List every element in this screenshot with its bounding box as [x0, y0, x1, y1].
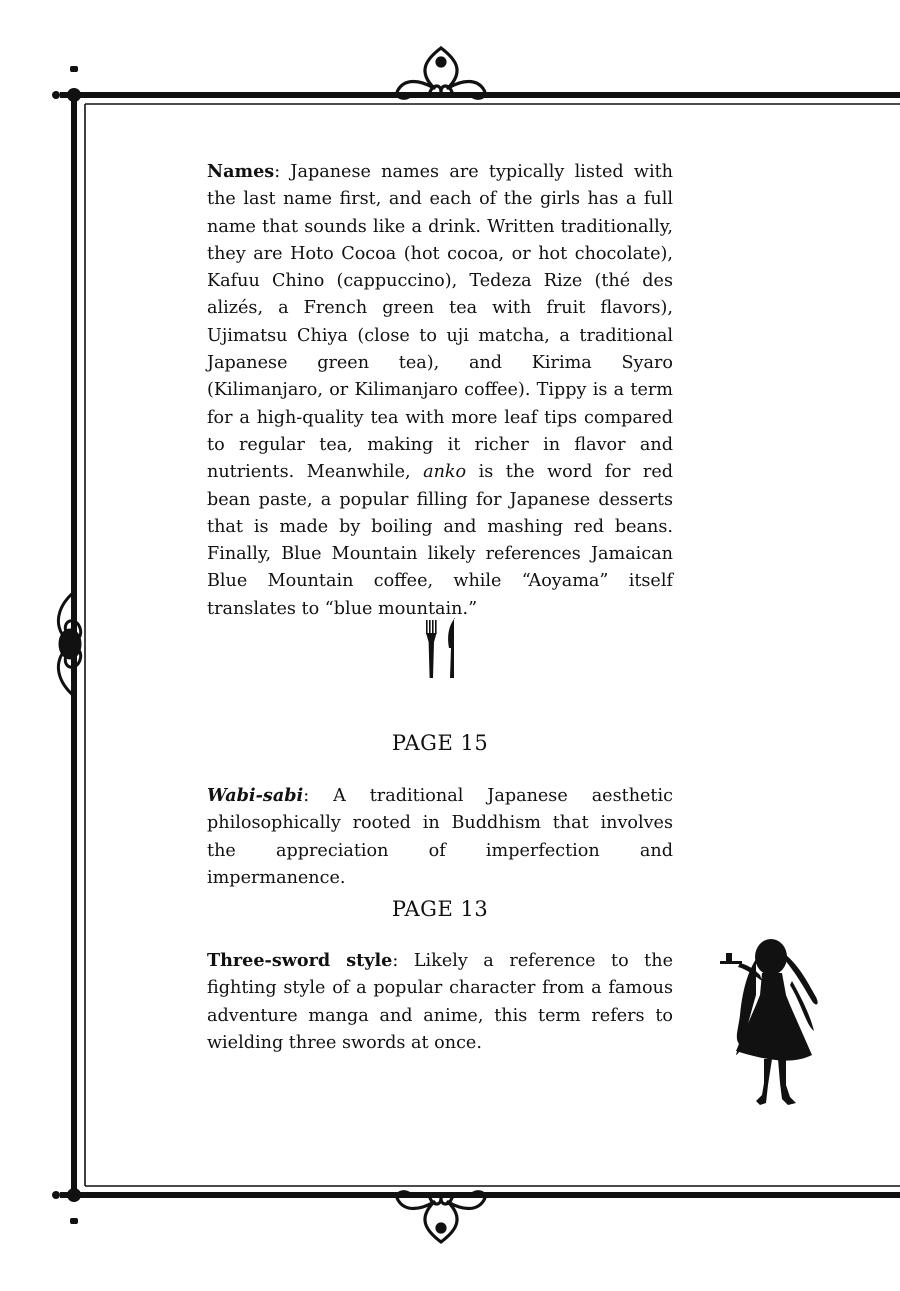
- names-text-b: is the word for red bean paste, a popular filling for Japanese desserts that is made by boiling and mashing red beans. Finally, Blue Mountain likely references Jamaican Blue Mountain coffee, while “Aoyama” itself translates to “blue mountain.”: [207, 462, 673, 619]
- names-term: Names: [207, 161, 275, 182]
- scroll-ornament-icon: [397, 48, 485, 98]
- wabi-sabi-sep: :: [303, 786, 334, 806]
- names-note: [207, 158, 673, 623]
- wabi-sabi-text: A traditional Japanese aesthetic philosophically rooted in Buddhism that involves the appreciation of imperfection and impermanence.: [207, 786, 673, 888]
- page-heading-15: PAGE 15: [391, 731, 489, 755]
- three-sword-paragraph: [207, 947, 673, 1057]
- names-sep: :: [274, 162, 291, 182]
- side-scroll-ornament-icon: [58, 592, 80, 696]
- three-sword-sep: :: [392, 951, 414, 971]
- fork-knife-icon: [418, 618, 464, 682]
- page-heading-13: PAGE 13: [391, 897, 489, 921]
- names-text-a: Japanese names are typically listed with the last name first, and each of the girls has a full name that sounds like a drink. Written traditionally, they are Hoto Cocoa (hot cocoa, or hot chocolate), Kafuu Chino (cappuccino), Tedeza Rize (thé des alizés, a French green tea with fruit flavors), Ujimatsu Chiya (close to uji matcha, a traditional Japanese green tea), and Kirima Syaro (Kilimanjaro, or Kilimanjaro coffee). Tippy is a term for a high-quality tea with more leaf tips compared to regular tea, making it richer in flavor and nutrients. Meanwhile,: [207, 162, 673, 483]
- anko-term: anko: [423, 462, 467, 483]
- wabi-sabi-note: [207, 782, 673, 892]
- wabi-sabi-paragraph: [207, 782, 673, 892]
- three-sword-text: Likely a reference to the fighting style of a popular character from a famous adventure manga and anime, this term refers to wielding three swords at once.: [207, 951, 673, 1053]
- wabi-sabi-term: Wabi-sabi: [207, 785, 304, 806]
- names-paragraph: [207, 158, 673, 623]
- girl-silhouette-icon: [716, 935, 824, 1110]
- three-sword-term: Three-sword style: [207, 950, 393, 971]
- three-sword-note: [207, 947, 673, 1057]
- scroll-ornament-bottom-icon: [397, 1192, 485, 1242]
